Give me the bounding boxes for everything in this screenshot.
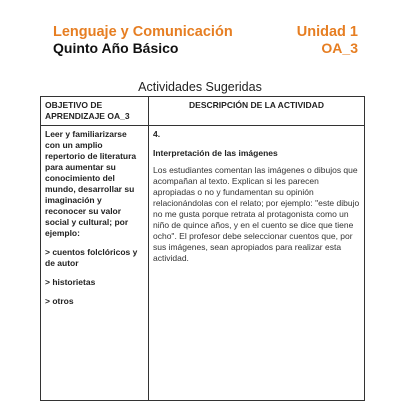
description-column-header: DESCRIPCIÓN DE LA ACTIVIDAD xyxy=(149,97,365,126)
table-header-row xyxy=(41,97,365,126)
activity-title: Interpretación de las imágenes xyxy=(153,148,278,158)
description-cell xyxy=(149,126,365,401)
unit-label: Unidad 1 xyxy=(296,24,358,40)
objective-item-2: > historietas xyxy=(45,277,96,287)
objective-cell xyxy=(41,126,149,401)
table-row xyxy=(41,126,365,401)
objective-item-3: > otros xyxy=(45,296,74,306)
objective-column-header: OBJETIVO DE APRENDIZAJE OA_3 xyxy=(41,97,149,126)
activity-body: Los estudiantes comentan las imágenes o dibujos que acompañan al texto. Explican si les parecen apropiadas o no y fundamentan su opinión relacionándolas con el relato; por ejemplo: "este dibujo no me gusta porque retrata al protagonista como un niño de quince años, y en el cuento se dice que tiene ocho". El profesor debe seleccionar cuentos que, por sus imágenes, sean apropiados para realizar esta actividad. xyxy=(153,165,360,263)
oa-label: OA_3 xyxy=(321,40,358,56)
objective-text: Leer y familiarizarse con un amplio repertorio de literatura para aumentar su conocimiento del mundo, desarrollar su imaginación y reconocer su valor social y cultural; por ejemplo: xyxy=(45,129,137,238)
header-row-bottom xyxy=(53,40,358,56)
subject-title: Lenguaje y Comunicación xyxy=(53,24,233,40)
page-header xyxy=(53,24,358,56)
section-title: Actividades Sugeridas xyxy=(138,80,262,94)
grade-label: Quinto Año Básico xyxy=(53,40,179,56)
header-row-top xyxy=(53,24,358,40)
activity-number: 4. xyxy=(153,129,161,139)
objective-item-1: > cuentos folclóricos y de autor xyxy=(45,247,138,268)
activity-table xyxy=(40,96,365,401)
